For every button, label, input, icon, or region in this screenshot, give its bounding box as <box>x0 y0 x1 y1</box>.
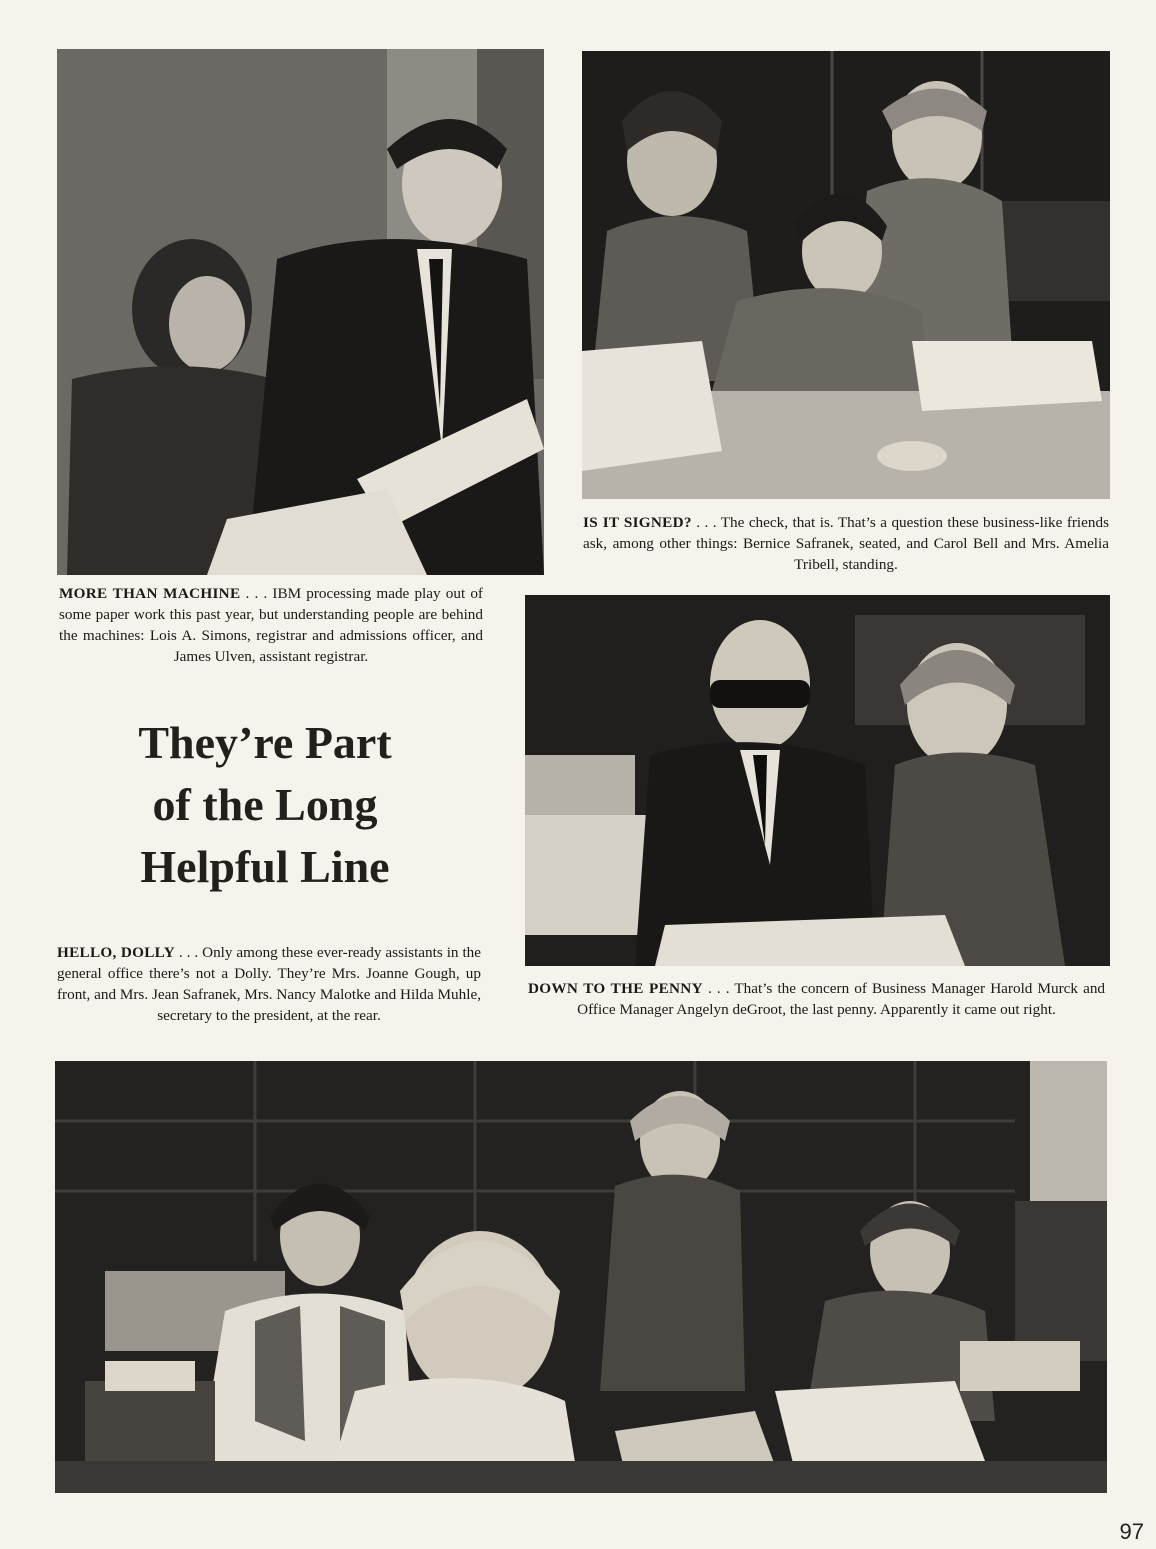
caption-body: . . . That’s the concern of Business Manager Harold Murck and Office Manager Angelyn deGroot, the last penny. Apparently it came out right. <box>577 980 1106 1018</box>
caption-lead: HELLO, DOLLY <box>57 944 175 961</box>
caption-hello-dolly <box>57 942 481 1026</box>
caption-more-than-machine <box>59 583 483 667</box>
headline-line: Helpful Line <box>140 841 390 892</box>
headline-line: They’re Part <box>138 717 392 768</box>
caption-lead: DOWN TO THE PENNY <box>528 980 703 997</box>
caption-lead: IS IT SIGNED? <box>583 514 692 531</box>
caption-body: . . . The check, that is. That’s a question these business-like friends ask, among other things: Bernice Safranek, seated, and Carol Bell and Mrs. Amelia Tribell, standing. <box>583 514 1109 573</box>
photo-general-office <box>55 1061 1107 1493</box>
photo-is-it-signed <box>582 51 1110 499</box>
caption-is-it-signed <box>583 512 1109 575</box>
caption-lead: MORE THAN MACHINE <box>59 585 241 602</box>
photo-down-to-the-penny <box>525 595 1110 966</box>
photo-registrar-office <box>57 49 544 575</box>
caption-body: . . . IBM processing made play out of some paper work this past year, but understanding people are behind the machines: Lois A. Simons, registrar and admissions officer, and James Ulven, assistant registrar. <box>59 585 483 665</box>
caption-body: . . . Only among these ever-ready assistants in the general office there’s not a Dolly. They’re Mrs. Joanne Gough, up front, and Mrs. Jean Safranek, Mrs. Nancy Malotke and Hilda Muhle, secretary to the president, at the rear. <box>57 944 481 1024</box>
caption-down-to-the-penny <box>528 978 1105 1020</box>
page-headline <box>60 712 470 898</box>
page-number: 97 <box>1119 1519 1144 1544</box>
headline-line: of the Long <box>152 779 378 830</box>
